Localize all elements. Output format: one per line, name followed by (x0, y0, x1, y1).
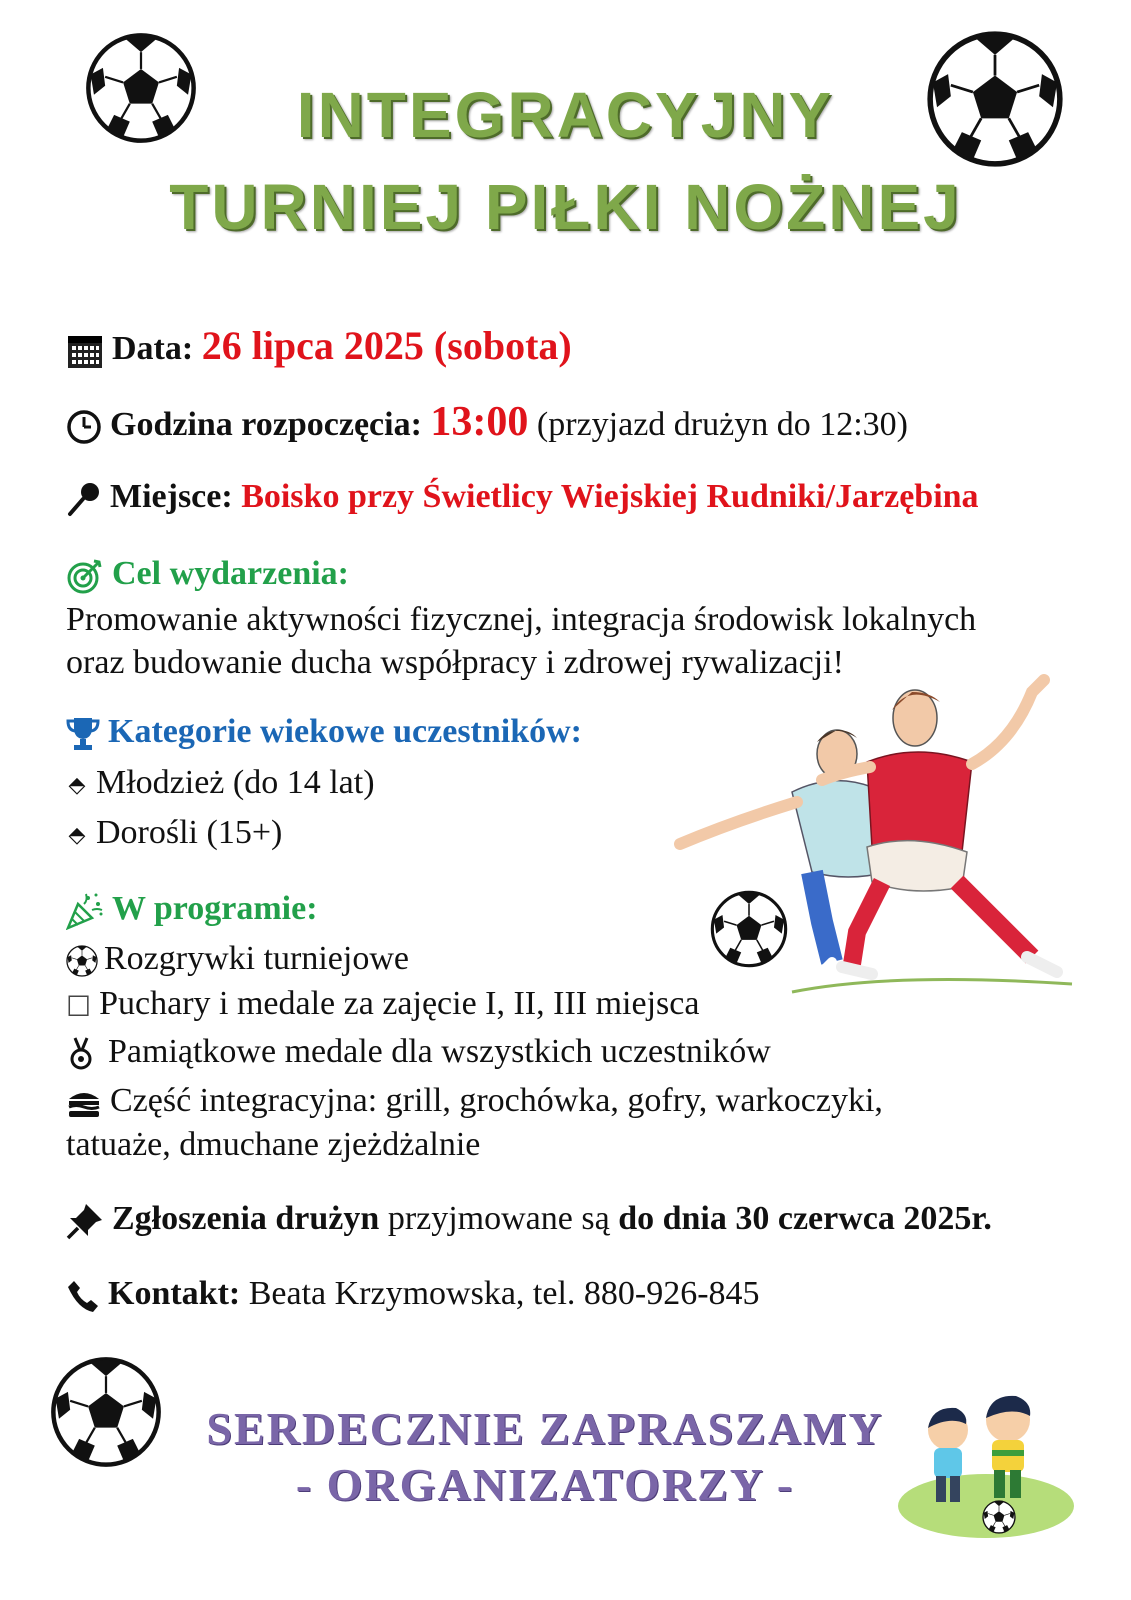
categories-heading (66, 713, 582, 752)
registration-label: Zgłoszenia drużyn (112, 1200, 380, 1237)
category-item-adults (66, 814, 282, 852)
trophy-icon (66, 716, 100, 752)
goal-text-line-2: oraz budowanie ducha współpracy i zdrowej rywalizacji! (66, 644, 844, 681)
clock-icon (66, 409, 102, 445)
pin-icon (66, 481, 102, 517)
program-item-tournament (66, 940, 409, 978)
contact-row (66, 1275, 760, 1313)
registration-middle: przyjmowane są (387, 1200, 610, 1237)
pushpin-icon (66, 1202, 104, 1240)
category-label: Dorośli (15+) (96, 814, 283, 851)
program-item-trophies (66, 985, 699, 1023)
outro-line-2: - ORGANIZATORZY - (295, 1459, 795, 1510)
confetti-icon (66, 892, 104, 930)
date-value: 26 lipca 2025 (sobota) (201, 323, 572, 368)
program-item-label: Puchary i medale za zajęcie I, II, III miejsca (99, 985, 700, 1022)
goal-label: Cel wydarzenia: (112, 555, 350, 592)
diamond-bullet-icon: ⬘ (68, 772, 86, 798)
program-item-medals (66, 1033, 771, 1071)
category-label: Młodzież (do 14 lat) (96, 764, 375, 801)
time-value: 13:00 (430, 399, 529, 445)
title-line-1: INTEGRACYJNY (296, 79, 835, 151)
phone-icon (66, 1279, 100, 1313)
program-item-integration (66, 1082, 883, 1120)
registration-row (66, 1200, 992, 1240)
contact-value: Beata Krzymowska, tel. 880-926-845 (248, 1275, 760, 1312)
football-players-illustration (672, 672, 1082, 1002)
date-label: Data: (112, 330, 194, 367)
place-label: Miejsce: (110, 478, 233, 515)
kids-playing-football-illustration (896, 1388, 1076, 1538)
diamond-bullet-icon: ⬘ (68, 822, 86, 848)
program-item-integration-cont: tatuaże, dmuchane zjeżdżalnie (66, 1126, 481, 1163)
cake-icon (66, 1087, 102, 1119)
program-label: W programie: (112, 890, 318, 927)
categories-label: Kategorie wiekowe uczestników: (108, 713, 583, 750)
goal-text-line-1: Promowanie aktywności fizycznej, integracja środowisk lokalnych (66, 601, 977, 638)
place-value: Boisko przy Świetlicy Wiejskiej Rudniki/Jarzębina (241, 478, 979, 515)
program-item-label: Rozgrywki turniejowe (104, 940, 409, 977)
time-label: Godzina rozpoczęcia: (110, 406, 422, 443)
category-item-youth (66, 764, 375, 802)
program-item-label: Pamiątkowe medale dla wszystkich uczestników (108, 1033, 771, 1070)
medal-icon (66, 1037, 96, 1071)
target-icon (66, 557, 104, 595)
soccer-ball-icon (66, 945, 98, 977)
goal-heading (66, 555, 349, 595)
date-row (66, 322, 572, 370)
title-line-2: TURNIEJ PIŁKI NOŻNEJ (169, 171, 962, 243)
contact-label: Kontakt: (108, 1275, 241, 1312)
calendar-icon (66, 332, 104, 370)
registration-deadline: do dnia 30 czerwca 2025r. (618, 1200, 992, 1237)
outro-line-1: SERDECZNIE ZAPRASZAMY (206, 1403, 884, 1454)
time-row (66, 398, 908, 446)
time-note: (przyjazd drużyn do 12:30) (536, 406, 908, 443)
missing-glyph-icon: ☐ (66, 989, 92, 1023)
program-heading (66, 890, 318, 930)
place-row (66, 478, 979, 517)
program-item-label: Część integracyjna: grill, grochówka, gofry, warkoczyki, (110, 1082, 883, 1119)
